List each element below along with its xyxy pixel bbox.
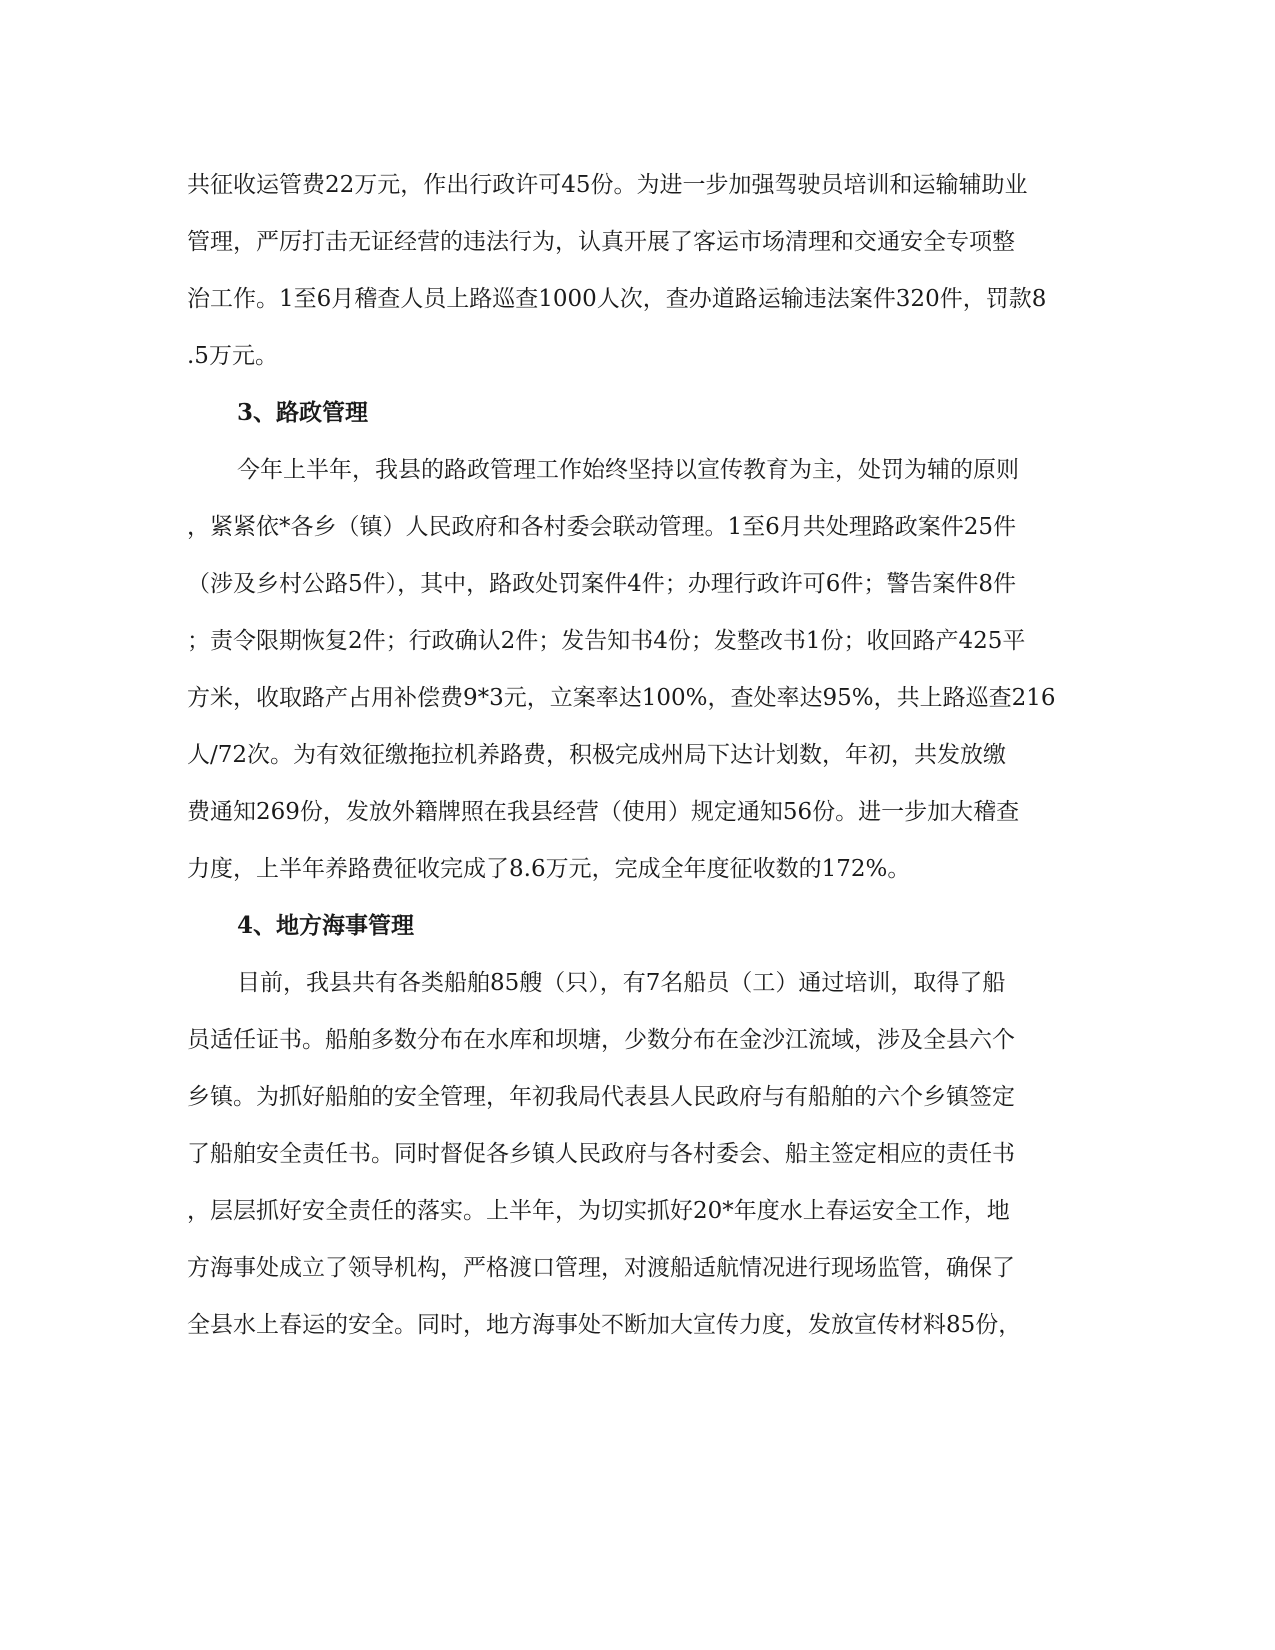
paragraph-line: 力度，上半年养路费征收完成了8.6万元，完成全年度征收数的172%。: [187, 856, 911, 882]
paragraph-line: 方米，收取路产占用补偿费9*3元，立案率达100%，查处率达95%，共上路巡查216: [187, 685, 1056, 711]
paragraph-line: .5万元。: [187, 343, 278, 369]
paragraph-line: ，紧紧依*各乡（镇）人民政府和各村委会联动管理。1至6月共处理路政案件25件: [187, 514, 1017, 540]
paragraph-line: 全县水上春运的安全。同时，地方海事处不断加大宣传力度，发放宣传材料85份，: [187, 1312, 1022, 1338]
paragraph-line: 共征收运管费22万元，作出行政许可45份。为进一步加强驾驶员培训和运输辅助业: [187, 172, 1028, 198]
section-heading-road-administration: 3、路政管理: [237, 399, 369, 426]
section-heading-maritime-management: 4、地方海事管理: [237, 912, 415, 939]
paragraph-line: （涉及乡村公路5件），其中，路政处罚案件4件；办理行政许可6件；警告案件8件: [187, 571, 1017, 597]
paragraph-line: 今年上半年，我县的路政管理工作始终坚持以宣传教育为主，处罚为辅的原则: [237, 457, 1019, 483]
paragraph-line: 管理，严厉打击无证经营的违法行为，认真开展了客运市场清理和交通安全专项整: [187, 229, 1015, 255]
paragraph-line: ；责令限期恢复2件；行政确认2件；发告知书4份；发整改书1份；收回路产425平: [187, 628, 1026, 654]
paragraph-line: 治工作。1至6月稽查人员上路巡查1000人次，查办道路运输违法案件320件，罚款8: [187, 286, 1047, 312]
paragraph-line: ，层层抓好安全责任的落实。上半年，为切实抓好20*年度水上春运安全工作，地: [187, 1198, 1010, 1224]
paragraph-line: 人/72次。为有效征缴拖拉机养路费，积极完成州局下达计划数，年初，共发放缴: [187, 742, 1007, 768]
paragraph-line: 费通知269份，发放外籍牌照在我县经营（使用）规定通知56份。进一步加大稽查: [187, 799, 1020, 825]
paragraph-line: 员适任证书。船舶多数分布在水库和坝塘，少数分布在金沙江流域，涉及全县六个: [187, 1027, 1015, 1053]
paragraph-line: 目前，我县共有各类船舶85艘（只），有7名船员（工）通过培训，取得了船: [237, 970, 1006, 996]
paragraph-line: 乡镇。为抓好船舶的安全管理，年初我局代表县人民政府与有船舶的六个乡镇签定: [187, 1084, 1015, 1110]
paragraph-line: 方海事处成立了领导机构，严格渡口管理，对渡船适航情况进行现场监管，确保了: [187, 1255, 1015, 1281]
paragraph-line: 了船舶安全责任书。同时督促各乡镇人民政府与各村委会、船主签定相应的责任书: [187, 1141, 1015, 1167]
